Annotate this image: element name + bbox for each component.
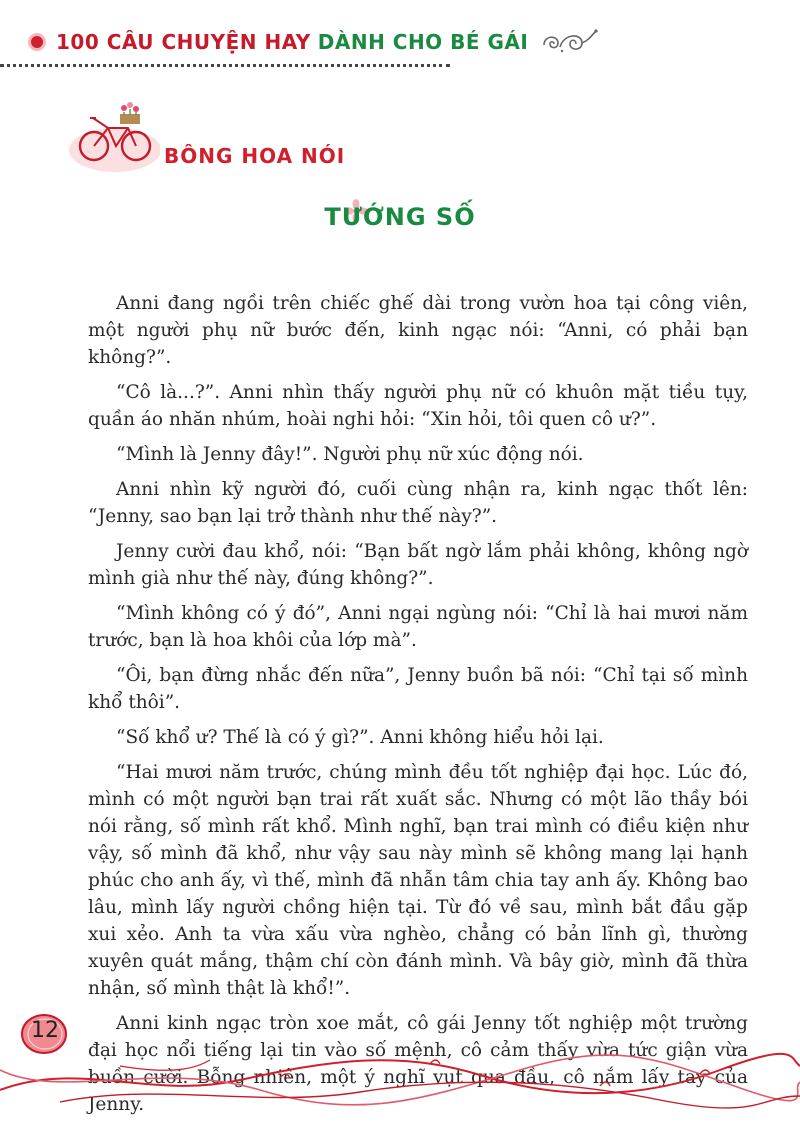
header-bullet-icon [28, 33, 46, 51]
series-title-part1: 100 CÂU CHUYỆN HAY [56, 30, 311, 54]
paragraph: “Ôi, bạn đừng nhắc đến nữa”, Jenny buồn bã nói: “Chỉ tại số mình khổ thôi”. [88, 665, 748, 713]
bicycle-flower-icon [60, 88, 160, 178]
paragraph: Anni đang ngồi trên chiếc ghế dài trong vườn hoa tại công viên, một người phụ nữ bước đến, kinh ngạc nói: “Anni, có phải bạn không?”. [88, 293, 748, 368]
page-number: 12 [31, 1018, 59, 1043]
paragraph: Anni nhìn kỹ người đó, cuối cùng nhận ra, kinh ngạc thốt lên: “Jenny, sao bạn lại trở thành như thế này?”. [88, 479, 748, 527]
header-dotted-rule [0, 64, 450, 67]
paragraph: “Mình là Jenny đây!”. Người phụ nữ xúc động nói. [116, 444, 584, 465]
paragraph: “Mình không có ý đó”, Anni ngại ngùng nói: “Chỉ là hai mươi năm trước, bạn là hoa khôi của lớp mà”. [88, 603, 748, 651]
story-body [88, 290, 748, 1126]
story-title: TƯỚNG SỐ [324, 203, 476, 231]
swirl-ornament-icon [538, 25, 608, 59]
paragraph: “Cô là...?”. Anni nhìn thấy người phụ nữ có khuôn mặt tiều tụy, quần áo nhăn nhúm, hoài nghi hỏi: “Xin hỏi, tôi quen cô ư?”. [88, 382, 748, 430]
series-title-part2: DÀNH CHO BÉ GÁI [317, 30, 529, 54]
paragraph: “Số khổ ư? Thế là có ý gì?”. Anni không hiểu hỏi lại. [116, 727, 604, 748]
running-header [28, 22, 608, 62]
paragraph: Anni kinh ngạc tròn xoe mắt, cô gái Jenny tốt nghiệp một trường đại học nổi tiếng lại tin vào số mệnh, cô cảm thấy vừa tức giận vừa buồn cười. Bỗng nhiên, một ý nghĩ vụt qua đầu, cô nắm lấy tay của Jenny. [88, 1013, 748, 1115]
collection-title: BÔNG HOA NÓI [164, 144, 346, 168]
decorative-wave-lines-icon [0, 1030, 800, 1113]
paragraph: Jenny cười đau khổ, nói: “Bạn bất ngờ lắm phải không, không ngờ mình già như thế này, đúng không?”. [88, 541, 748, 589]
paragraph: “Hai mươi năm trước, chúng mình đều tốt nghiệp đại học. Lúc đó, mình có một người bạn trai rất xuất sắc. Nhưng có một lão thầy bói nói rằng, số mình rất khổ. Mình nghĩ, bạn trai mình có điều kiện như vậy, số mình đã khổ, như vậy sau này mình sẽ không mang lại hạnh phúc cho anh ấy, vì thế, mình đã nhẫn tâm chia tay anh ấy. Không bao lâu, mình lấy người chồng hiện tại. Từ đó về sau, mình bắt đầu gặp xui xẻo. Anh ta vừa xấu vừa nghèo, chẳng có bản lĩnh gì, thường xuyên quát mắng, thậm chí còn đánh mình. Và bây giờ, mình đã thừa nhận, số mình thật là khổ!”. [88, 762, 748, 999]
